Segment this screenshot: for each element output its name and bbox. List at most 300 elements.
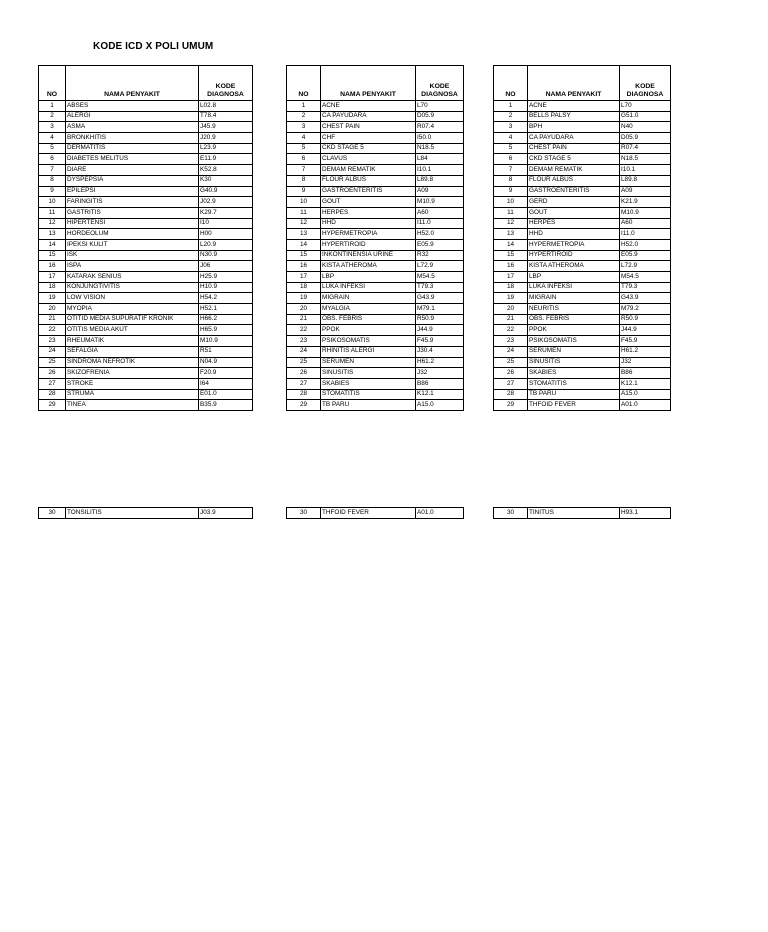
header-kode-line1: KODE [635,83,655,91]
disease-name: PSIKOSOMATIS [528,336,620,347]
diagnosis-code: R51 [199,346,253,357]
disease-name: LBP [321,272,416,283]
disease-name: HIPERTENSI [66,218,199,229]
disease-name: SEFALGIA [66,346,199,357]
table-row [287,197,464,208]
table-header-row [39,66,253,101]
row-number: 10 [39,197,66,208]
diagnosis-code: K30 [199,175,253,186]
row-number: 24 [494,346,528,357]
diagnosis-code: R32 [416,250,464,261]
row-number: 21 [39,314,66,325]
disease-name: FLOUR ALBUS [528,175,620,186]
table-row [39,218,253,229]
row-number: 23 [494,336,528,347]
diagnosis-code: J32 [416,368,464,379]
header-kode [620,66,671,101]
disease-name: DEMAM REMATIK [321,165,416,176]
table-row [39,508,253,519]
table-row [39,154,253,165]
diagnosis-code: F45.9 [416,336,464,347]
header-kode-line2: DIAGNOSA [626,91,664,99]
disease-name: HERPES [528,218,620,229]
diagnosis-code: E05.9 [620,250,671,261]
table-row [39,111,253,122]
disease-name: STOMATITIS [321,389,416,400]
disease-name: LBP [528,272,620,283]
table-row [287,133,464,144]
row-number: 19 [287,293,321,304]
table-row [39,400,253,411]
diagnosis-code: D05.9 [416,111,464,122]
diagnosis-code: A09 [416,186,464,197]
row-number: 27 [494,378,528,389]
diagnosis-code: H66.2 [199,314,253,325]
row-number: 2 [39,111,66,122]
disease-name: DIARE [66,165,199,176]
table-row [39,239,253,250]
row-number: 10 [494,197,528,208]
row-number: 17 [287,272,321,283]
diagnosis-code: L70 [620,101,671,112]
table-row [287,229,464,240]
disease-name: KONJUNGTIVITIS [66,282,199,293]
row-number: 7 [494,165,528,176]
disease-name: THFOID FEVER [528,400,620,411]
header-kode-line2: DIAGNOSA [421,91,458,99]
table-row [287,250,464,261]
diagnosis-code: A60 [620,218,671,229]
table-row [494,357,671,368]
row-number: 20 [494,304,528,315]
table-row [494,389,671,400]
icd-table-2 [286,65,464,411]
row-number: 26 [39,368,66,379]
table-row [287,368,464,379]
row-number: 1 [287,101,321,112]
disease-name: OTITIS MEDIA AKUT [66,325,199,336]
row-number: 13 [39,229,66,240]
disease-name: SKABIES [528,368,620,379]
row-number: 28 [39,389,66,400]
table-row [287,218,464,229]
diagnosis-code: I50.0 [416,133,464,144]
row-number: 21 [287,314,321,325]
row-number: 21 [494,314,528,325]
table-row [39,368,253,379]
table-row [494,314,671,325]
diagnosis-code: A60 [416,207,464,218]
row-number: 9 [39,186,66,197]
diagnosis-code: M79.1 [416,304,464,315]
row-number: 16 [494,261,528,272]
row-number: 7 [287,165,321,176]
disease-name: CLAVUS [321,154,416,165]
row-number: 25 [287,357,321,368]
diagnosis-code: H61.2 [416,357,464,368]
disease-name: GOUT [528,207,620,218]
row-number: 18 [39,282,66,293]
table-row [287,175,464,186]
diagnosis-code: H00 [199,229,253,240]
diagnosis-code: B86 [416,378,464,389]
row-number: 11 [39,207,66,218]
table-row [494,239,671,250]
disease-name: DYSPEPSIA [66,175,199,186]
table-row [287,143,464,154]
row-number: 5 [494,143,528,154]
disease-name: NEURITIS [528,304,620,315]
row-number: 11 [494,207,528,218]
row-number: 8 [494,175,528,186]
row-number: 30 [494,508,528,519]
disease-name: HYPERMETROPIA [321,229,416,240]
table-header-row [494,66,671,101]
icd-table-3 [493,65,671,411]
row-number: 26 [494,368,528,379]
diagnosis-code: B35.9 [199,400,253,411]
table-row [287,304,464,315]
diagnosis-code: A15.0 [620,389,671,400]
disease-name: STRUMA [66,389,199,400]
table-row [287,111,464,122]
row-number: 27 [287,378,321,389]
table-row [494,325,671,336]
diagnosis-code: H10.9 [199,282,253,293]
disease-name: TINITUS [528,508,620,519]
table-row [494,400,671,411]
diagnosis-code: F20.9 [199,368,253,379]
disease-name: SERUMEN [321,357,416,368]
diagnosis-code: M79.2 [620,304,671,315]
diagnosis-code: R07.4 [620,143,671,154]
disease-name: CHEST PAIN [528,143,620,154]
disease-name: SKABIES [321,378,416,389]
disease-name: PSIKOSOMATIS [321,336,416,347]
table-row [287,346,464,357]
disease-name: GASTRITIS [66,207,199,218]
table-row [39,143,253,154]
header-name: NAMA PENYAKIT [66,66,199,101]
disease-name: HYPERTIROID [528,250,620,261]
diagnosis-code: H93.1 [620,508,671,519]
table-row [494,346,671,357]
row-number: 17 [39,272,66,283]
disease-name: ALERGI [66,111,199,122]
disease-name: KISTA ATHEROMA [321,261,416,272]
table-row [39,207,253,218]
disease-name: HHD [321,218,416,229]
disease-name: SINUSITIS [528,357,620,368]
row-number: 14 [39,239,66,250]
row-number: 19 [494,293,528,304]
diagnosis-code: H61.2 [620,346,671,357]
row-number: 16 [39,261,66,272]
row-number: 20 [287,304,321,315]
header-kode [199,66,253,101]
disease-name: GASTROENTERITIS [321,186,416,197]
disease-name: CHF [321,133,416,144]
row-number: 16 [287,261,321,272]
diagnosis-code: J06 [199,261,253,272]
diagnosis-code: I10.1 [620,165,671,176]
diagnosis-code: N30.9 [199,250,253,261]
table-row [287,154,464,165]
header-no: NO [287,66,321,101]
table-row [494,101,671,112]
table-row [494,122,671,133]
row-number: 6 [287,154,321,165]
diagnosis-code: E11.9 [199,154,253,165]
row-number: 24 [39,346,66,357]
table-row [39,101,253,112]
table-row [39,175,253,186]
table-row [287,389,464,400]
table-row [287,293,464,304]
disease-name: OBS. FEBRIS [528,314,620,325]
table-row [287,325,464,336]
table-row [287,272,464,283]
extra-row-table-3 [493,507,671,519]
table-row [494,175,671,186]
diagnosis-code: E01.0 [199,389,253,400]
header-kode-line2: DIAGNOSA [207,91,244,99]
diagnosis-code: L70 [416,101,464,112]
disease-name: OBS. FEBRIS [321,314,416,325]
row-number: 30 [39,508,66,519]
diagnosis-code: N18.5 [620,154,671,165]
diagnosis-code: L72.9 [416,261,464,272]
row-number: 13 [494,229,528,240]
row-number: 8 [39,175,66,186]
row-number: 22 [39,325,66,336]
table-row [287,400,464,411]
row-number: 12 [39,218,66,229]
disease-name: SERUMEN [528,346,620,357]
diagnosis-code: J44.9 [620,325,671,336]
disease-name: HYPERMETROPIA [528,239,620,250]
disease-name: ISPA [66,261,199,272]
diagnosis-code: I10.1 [416,165,464,176]
page-title: KODE ICD X POLI UMUM [93,41,214,52]
disease-name: GASTROENTERITIS [528,186,620,197]
diagnosis-code: F45.9 [620,336,671,347]
row-number: 25 [494,357,528,368]
disease-name: STOMATITIS [528,378,620,389]
table-row [39,165,253,176]
row-number: 29 [287,400,321,411]
row-number: 10 [287,197,321,208]
table-row [39,357,253,368]
table-row [287,239,464,250]
disease-name: IPEKSI KULIT [66,239,199,250]
disease-name: ABSES [66,101,199,112]
diagnosis-code: M10.9 [416,197,464,208]
table-row [287,314,464,325]
row-number: 15 [287,250,321,261]
diagnosis-code: R07.4 [416,122,464,133]
disease-name: STROKE [66,378,199,389]
row-number: 22 [494,325,528,336]
diagnosis-code: M10.9 [620,207,671,218]
disease-name: CKD STAGE 5 [528,154,620,165]
row-number: 20 [39,304,66,315]
disease-name: KATARAK SENIUS [66,272,199,283]
row-number: 9 [287,186,321,197]
header-kode-line1: KODE [429,83,450,91]
table-row [39,197,253,208]
row-number: 12 [494,218,528,229]
table-row [494,304,671,315]
diagnosis-code: J20.9 [199,133,253,144]
diagnosis-code: T79.3 [620,282,671,293]
table-row [287,186,464,197]
table-row [39,389,253,400]
table-row [39,293,253,304]
table-row [287,378,464,389]
table-row [494,186,671,197]
row-number: 14 [287,239,321,250]
row-number: 23 [39,336,66,347]
table-row [287,122,464,133]
row-number: 24 [287,346,321,357]
diagnosis-code: L89.8 [620,175,671,186]
row-number: 1 [39,101,66,112]
row-number: 9 [494,186,528,197]
disease-name: EPILEPSI [66,186,199,197]
table-row [39,261,253,272]
diagnosis-code: K12.1 [620,378,671,389]
row-number: 18 [494,282,528,293]
diagnosis-code: A01.0 [620,400,671,411]
table-row [39,272,253,283]
table-row [39,336,253,347]
table-row [39,229,253,240]
table-row [287,101,464,112]
row-number: 2 [494,111,528,122]
diagnosis-code: A15.0 [416,400,464,411]
diagnosis-code: G43.9 [620,293,671,304]
diagnosis-code: H52.1 [199,304,253,315]
row-number: 4 [39,133,66,144]
disease-name: LUKA INFEKSI [528,282,620,293]
header-kode [416,66,464,101]
disease-name: INKONTINENSIA URINE [321,250,416,261]
disease-name: HYPERTIROID [321,239,416,250]
table-row [494,336,671,347]
row-number: 15 [494,250,528,261]
table-row [39,346,253,357]
table-row [39,122,253,133]
row-number: 1 [494,101,528,112]
row-number: 17 [494,272,528,283]
header-name: NAMA PENYAKIT [321,66,416,101]
table-row [494,272,671,283]
table-row [287,336,464,347]
diagnosis-code: M10.9 [199,336,253,347]
diagnosis-code: L02.8 [199,101,253,112]
diagnosis-code: A09 [620,186,671,197]
disease-name: RHEUMATIK [66,336,199,347]
table-row [287,357,464,368]
diagnosis-code: J44.9 [416,325,464,336]
table-header-row [287,66,464,101]
table-row [494,143,671,154]
diagnosis-code: J30.4 [416,346,464,357]
diagnosis-code: G51.0 [620,111,671,122]
diagnosis-code: N40 [620,122,671,133]
table-row [287,207,464,218]
row-number: 3 [287,122,321,133]
diagnosis-code: E05.9 [416,239,464,250]
table-row [494,508,671,519]
row-number: 28 [287,389,321,400]
row-number: 4 [494,133,528,144]
table-row [494,154,671,165]
disease-name: PPOK [321,325,416,336]
row-number: 2 [287,111,321,122]
header-kode-line1: KODE [215,83,236,91]
disease-name: GERD [528,197,620,208]
disease-name: THFOID FEVER [321,508,416,519]
disease-name: HORDEOLUM [66,229,199,240]
table-row [287,282,464,293]
disease-name: DIABETES MELITUS [66,154,199,165]
row-number: 7 [39,165,66,176]
disease-name: MIGRAIN [321,293,416,304]
disease-name: KISTA ATHEROMA [528,261,620,272]
disease-name: SINDROMA NEFROTIK [66,357,199,368]
disease-name: ACNE [321,101,416,112]
row-number: 27 [39,378,66,389]
row-number: 5 [39,143,66,154]
diagnosis-code: J03.9 [199,508,253,519]
header-no: NO [494,66,528,101]
diagnosis-code: K29.7 [199,207,253,218]
disease-name: SINUSITIS [321,368,416,379]
diagnosis-code: D05.9 [620,133,671,144]
row-number: 3 [39,122,66,133]
extra-row-table-1 [38,507,253,519]
diagnosis-code: T79.3 [416,282,464,293]
row-number: 18 [287,282,321,293]
disease-name: FLOUR ALBUS [321,175,416,186]
disease-name: CA PAYUDARA [528,133,620,144]
row-number: 22 [287,325,321,336]
table-row [287,261,464,272]
disease-name: RHINITIS ALERGI [321,346,416,357]
table-row [494,250,671,261]
diagnosis-code: I11.0 [620,229,671,240]
diagnosis-code: M54.5 [620,272,671,283]
diagnosis-code: J02.9 [199,197,253,208]
diagnosis-code: N18.5 [416,143,464,154]
icd-table-1 [38,65,253,411]
table-row [494,378,671,389]
disease-name: FARINGITIS [66,197,199,208]
diagnosis-code: H25.9 [199,272,253,283]
disease-name: DERMATITIS [66,143,199,154]
table-row [39,282,253,293]
diagnosis-code: R50.9 [620,314,671,325]
diagnosis-code: I64 [199,378,253,389]
disease-name: TB PARU [528,389,620,400]
diagnosis-code: L23.9 [199,143,253,154]
disease-name: BRONKHITIS [66,133,199,144]
disease-name: GOUT [321,197,416,208]
row-number: 29 [39,400,66,411]
disease-name: TINEA [66,400,199,411]
